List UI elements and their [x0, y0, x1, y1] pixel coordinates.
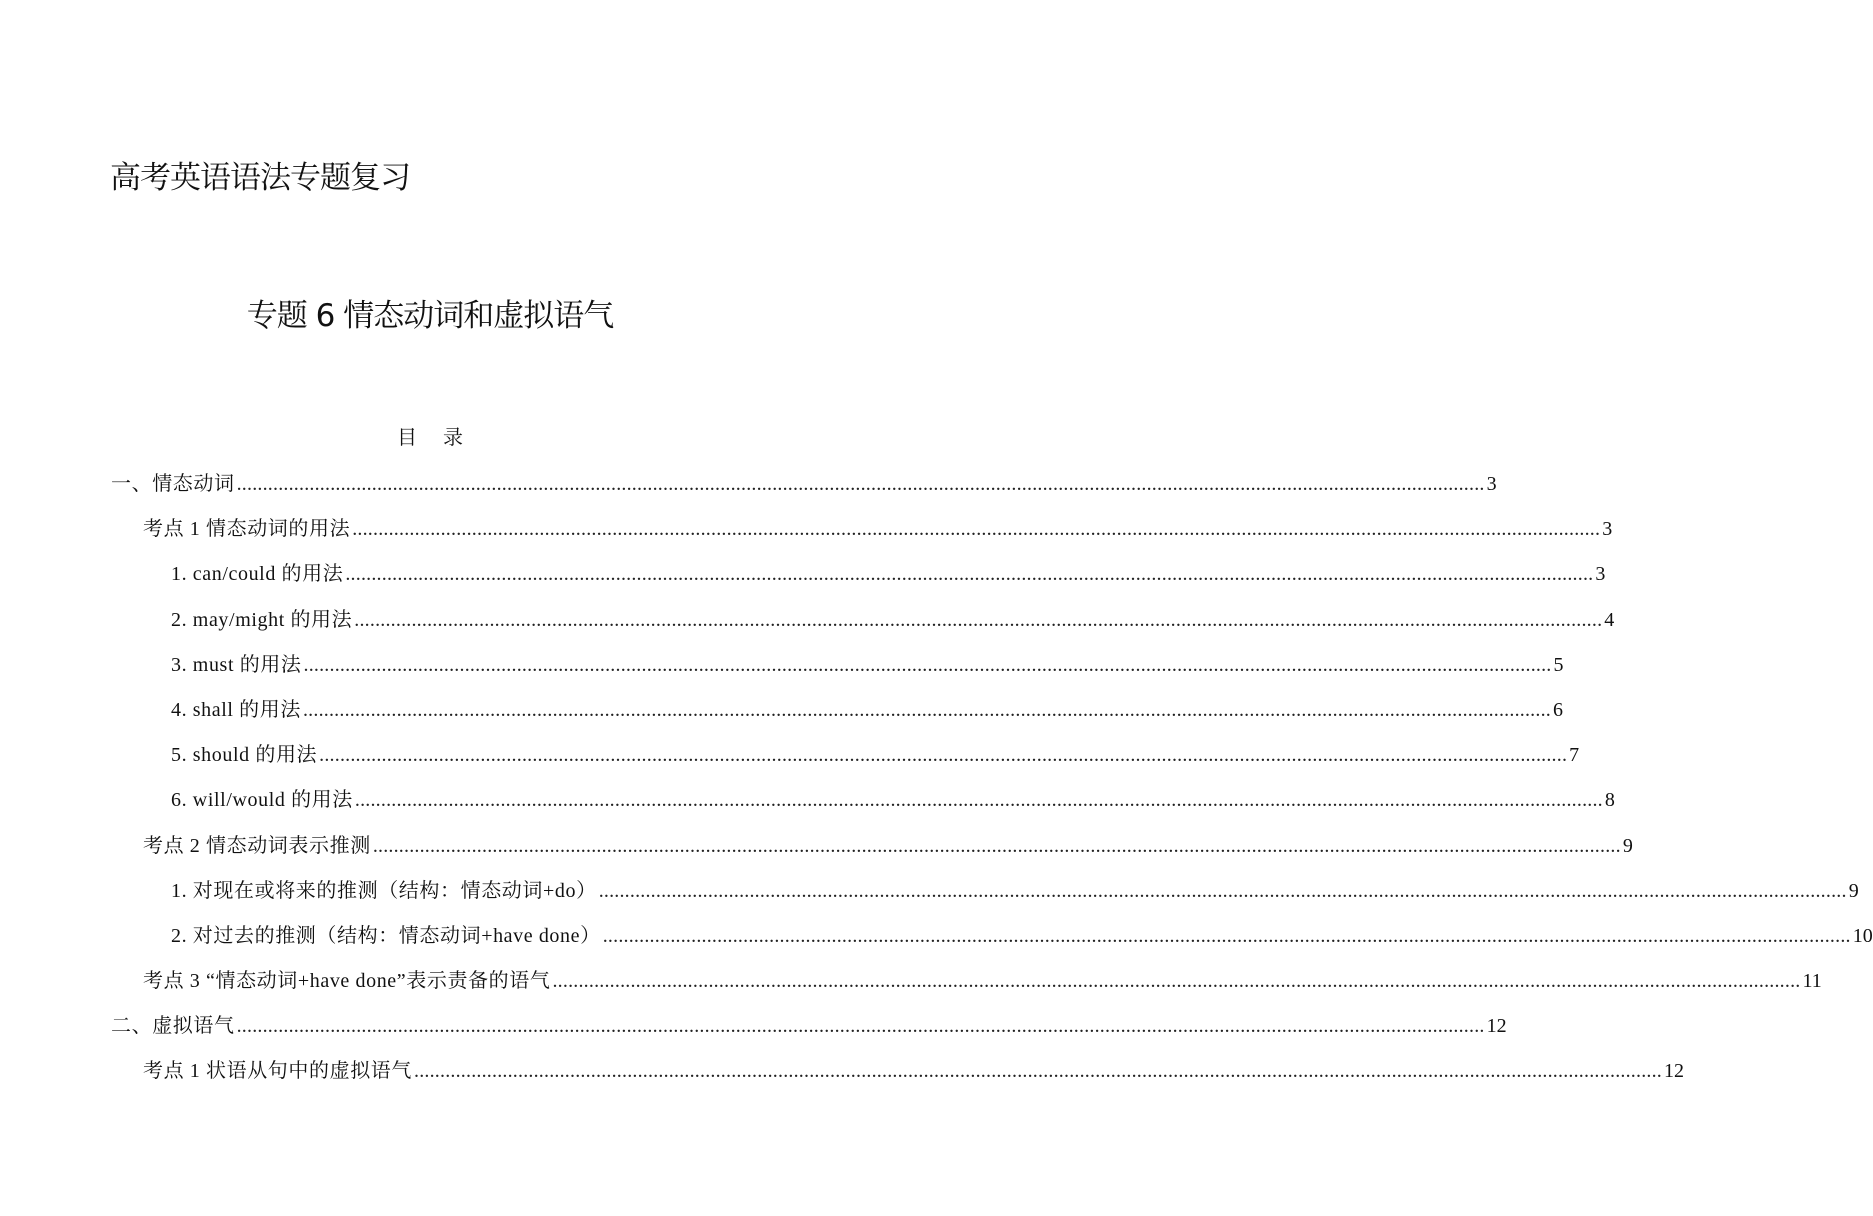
toc-entry-page-number: 10 [1852, 924, 1873, 947]
toc-entry-page-number: 12 [1664, 1060, 1684, 1083]
toc-entry-title: 4. shall 的用法 [171, 698, 301, 721]
toc-dot-leader: ................................................................................................................................................................................................................................................ [352, 518, 1601, 541]
toc-entry-title: 考点 2 情态动词表示推测 [143, 834, 371, 857]
toc-dot-leader: ................................................................................................................................................................................................................................................ [319, 744, 1568, 767]
toc-entry-title: 考点 1 情态动词的用法 [143, 518, 351, 541]
toc-entry-page-number: 11 [1802, 970, 1822, 993]
table-of-contents [0, 462, 1873, 1095]
toc-entry-page-number: 3 [1486, 473, 1497, 495]
toc-dot-leader: ................................................................................................................................................................................................................................................ [345, 563, 1594, 586]
topic-title: 专题 6 情态动词和虚拟语气 [246, 298, 614, 334]
toc-entry[interactable] [0, 914, 1873, 959]
toc-entry[interactable] [0, 733, 1580, 778]
toc-dot-leader: ................................................................................................................................................................................................................................................ [302, 698, 1551, 721]
toc-entry-title: 二、虚拟语气 [111, 1015, 235, 1038]
toc-entry-page-number: 5 [1553, 653, 1564, 676]
toc-entry-page-number: 3 [1595, 563, 1606, 586]
toc-entry[interactable] [0, 824, 1633, 869]
toc-entry-title: 1. can/could 的用法 [171, 563, 344, 586]
toc-entry-title: 2. may/might 的用法 [171, 608, 353, 631]
toc-dot-leader: ................................................................................................................................................................................................................................................ [598, 879, 1847, 902]
toc-entry-title: 考点 1 状语从句中的虚拟语气 [143, 1060, 412, 1083]
toc-entry-title: 5. should 的用法 [171, 744, 318, 767]
toc-entry-title: 一、情态动词 [111, 473, 235, 495]
toc-dot-leader: ................................................................................................................................................................................................................................................ [303, 653, 1552, 676]
toc-entry-title: 2. 对过去的推测（结构：情态动词+have done） [171, 924, 601, 947]
toc-dot-leader: ................................................................................................................................................................................................................................................ [552, 970, 1801, 993]
toc-heading: 目录 [397, 427, 489, 449]
toc-entry[interactable] [0, 598, 1615, 643]
toc-dot-leader: ................................................................................................................................................................................................................................................ [236, 1015, 1485, 1038]
toc-entry-page-number: 3 [1602, 518, 1613, 541]
toc-entry-page-number: 9 [1848, 879, 1859, 902]
toc-dot-leader: ................................................................................................................................................................................................................................................ [354, 789, 1603, 812]
toc-dot-leader: ................................................................................................................................................................................................................................................ [236, 473, 1485, 495]
toc-entry-page-number: 4 [1604, 608, 1615, 631]
toc-entry[interactable] [0, 1049, 1684, 1094]
toc-entry-page-number: 7 [1569, 744, 1580, 767]
toc-entry[interactable] [0, 507, 1613, 552]
toc-entry[interactable] [0, 869, 1859, 914]
toc-entry[interactable] [0, 1004, 1507, 1049]
toc-entry-title: 考点 3 “情态动词+have done”表示责备的语气 [143, 970, 551, 993]
toc-entry-page-number: 9 [1622, 834, 1633, 857]
toc-dot-leader: ................................................................................................................................................................................................................................................ [602, 924, 1851, 947]
toc-entry-page-number: 12 [1486, 1015, 1507, 1038]
toc-entry-page-number: 8 [1604, 789, 1615, 812]
toc-dot-leader: ................................................................................................................................................................................................................................................ [372, 834, 1621, 857]
toc-entry-title: 3. must 的用法 [171, 653, 302, 676]
toc-entry[interactable] [0, 462, 1497, 507]
toc-entry[interactable] [0, 688, 1563, 733]
toc-entry-title: 1. 对现在或将来的推测（结构：情态动词+do） [171, 879, 597, 902]
toc-dot-leader: ................................................................................................................................................................................................................................................ [414, 1060, 1662, 1083]
toc-entry[interactable] [0, 959, 1822, 1004]
toc-entry-page-number: 6 [1552, 698, 1563, 721]
toc-entry-title: 6. will/would 的用法 [171, 789, 353, 812]
toc-entry[interactable] [0, 643, 1564, 688]
toc-dot-leader: ................................................................................................................................................................................................................................................ [354, 608, 1603, 631]
toc-entry[interactable] [0, 778, 1615, 823]
document-title: 高考英语语法专题复习 [110, 160, 410, 196]
toc-entry[interactable] [0, 552, 1606, 597]
